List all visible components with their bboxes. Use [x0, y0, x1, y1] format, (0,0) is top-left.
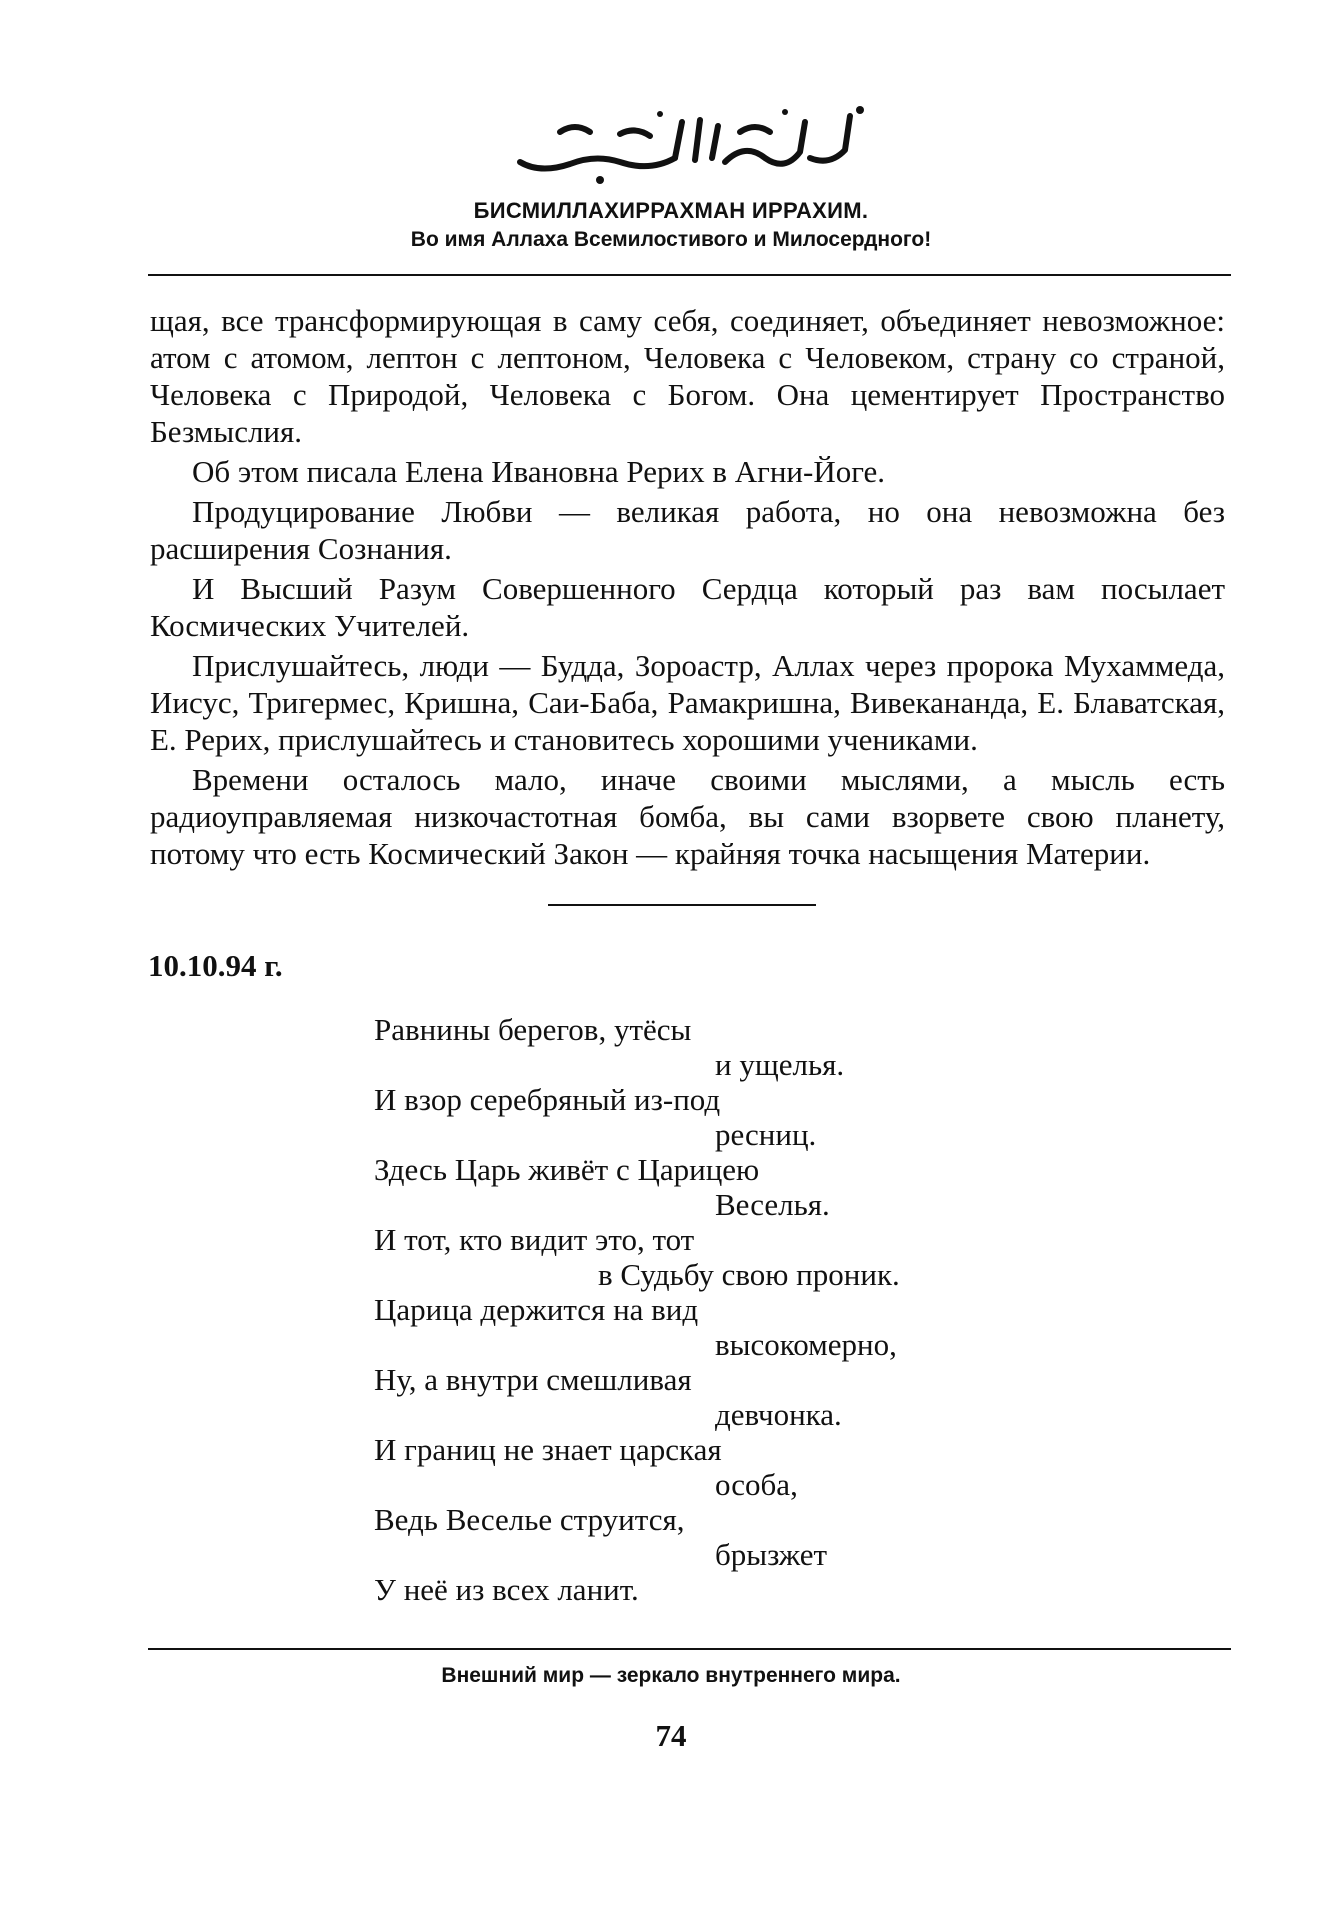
poem-line: Равнины берегов, утёсы — [374, 1012, 692, 1047]
poem-line: И тот, кто видит это, тот — [374, 1222, 695, 1257]
header-divider — [148, 274, 1231, 276]
poem-line: И взор серебряный из-под — [374, 1082, 721, 1117]
poem-line: Ну, а внутри смешливая — [374, 1362, 692, 1397]
header-title: БИСМИЛЛАХИРРАХМАН ИРРАХИМ. — [473, 198, 869, 223]
poem-line: в Судьбу свою проник. — [598, 1257, 900, 1292]
section-divider — [548, 904, 816, 906]
paragraph: И Высший Разум Совершенного Сердца который раз вам посылает Космических Учителей. — [150, 571, 1225, 643]
poem-line: Царица держится на вид — [374, 1292, 699, 1327]
poem-line: ресниц. — [715, 1117, 817, 1152]
paragraph: Продуцирование Любви — великая работа, но она невозможна без расширения Сознания. — [150, 494, 1225, 566]
paragraph: Времени осталось мало, иначе своими мыслями, а мысль есть радиоуправляемая низкочастотная бомба, вы сами взорвете свою планету, потому что есть Космический Закон — крайняя точка насыщения Материи. — [150, 762, 1225, 871]
poem-line: брызжет — [715, 1537, 828, 1572]
paragraph: щая, все трансформирующая в саму себя, соединяет, объединяет невозможное: атом с атомом, лептон с лептоном, Человека с Человеком, страну со страной, Человека с Природой, Человека с Богом. Она цементирует Пространство Безмыслия. — [150, 303, 1225, 449]
poem-line: Веселья. — [715, 1187, 830, 1222]
body-text — [150, 302, 1225, 875]
paragraph: Об этом писала Елена Ивановна Рерих в Агни-Йоге. — [192, 454, 886, 489]
poem-line: И границ не знает царская — [374, 1432, 722, 1467]
bismillah-calligraphy-image — [500, 92, 880, 188]
footer-divider — [148, 1648, 1231, 1650]
poem-line: высокомерно, — [715, 1327, 897, 1362]
page-number: 74 — [655, 1718, 687, 1753]
poem-line: девчонка. — [715, 1397, 842, 1432]
header-subtitle: Во имя Аллаха Всемилостивого и Милосердного! — [410, 228, 932, 251]
footer-motto: Внешний мир — зеркало внутреннего мира. — [441, 1664, 901, 1687]
poem-line: Здесь Царь живёт с Царицею — [374, 1152, 760, 1187]
poem-line: У неё из всех ланит. — [374, 1572, 639, 1607]
paragraph: Прислушайтесь, люди — Будда, Зороастр, Аллах через пророка Мухаммеда, Иисус, Тригермес, Кришна, Саи-Баба, Рамакришна, Вивекананда, Е. Блаватская, Е. Рерих, прислушайтесь и становитесь хорошими учениками. — [150, 648, 1225, 757]
entry-date: 10.10.94 г. — [148, 948, 283, 983]
poem-line: Ведь Веселье струится, — [374, 1502, 685, 1537]
poem-line: особа, — [715, 1467, 798, 1502]
poem-line: и ущелья. — [715, 1047, 845, 1082]
